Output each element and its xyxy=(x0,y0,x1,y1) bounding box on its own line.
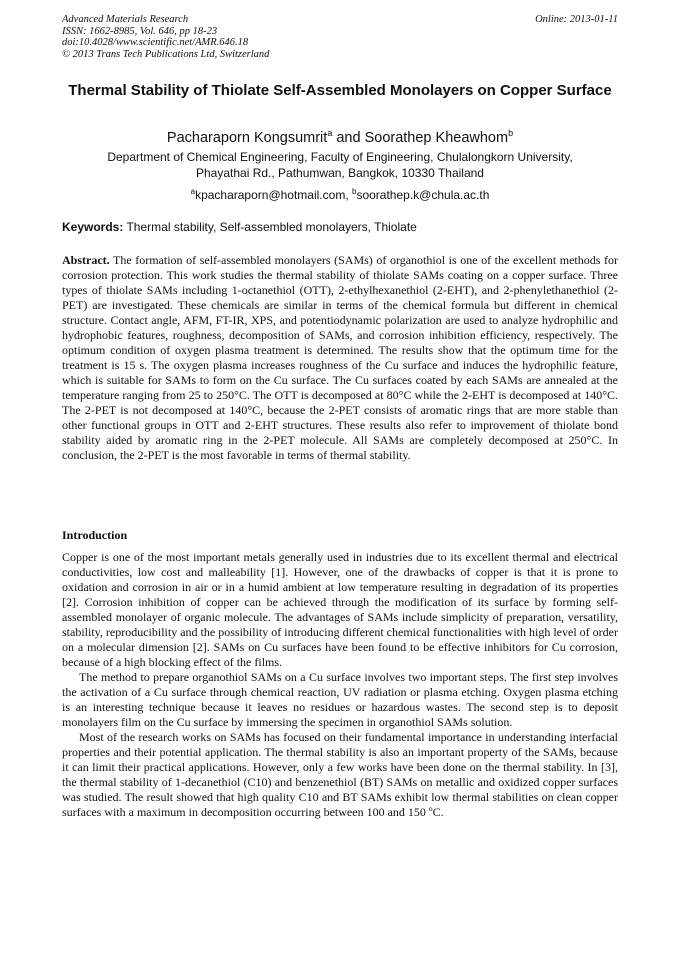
doi-line: doi:10.4028/www.scientific.net/AMR.646.18 xyxy=(62,37,249,48)
paper-title: Thermal Stability of Thiolate Self-Assembled Monolayers on Copper Surface xyxy=(68,82,612,99)
keywords-label: Keywords: xyxy=(62,220,124,234)
email-link[interactable]: soorathep.k@chula.ac.th xyxy=(356,188,490,202)
author-emails xyxy=(62,184,618,203)
affiliation xyxy=(62,150,618,181)
abstract xyxy=(62,253,618,463)
body-paragraph: Copper is one of the most important metals generally used in industries due to its excellent thermal and electrical conductivities, low cost and malleability [1]. However, one of the drawbacks of copper is that it is prone to oxidation and corrosion in air or in a humid ambient at low temperature resulting in degradation of its properties [2]. Corrosion inhibition of copper can be achieved through the modification of its surface by forming self-assembled monolayer of organic molecule. The advantages of SAMs include simplicity of preparation, versatility, stability, reproducibility and the possibility of introducing different chemical functionalities with high level of order on a molecular dimension [2]. SAMs on Cu surfaces have been found to be effective inhibitors for Cu corrosion, because of a high blocking effect of the films. xyxy=(62,550,618,669)
body-paragraph: Most of the research works on SAMs has focused on their fundamental importance in understanding interfacial properties and their potential application. The thermal stability is also an important property of the SAMs, because it can limit their practical applications. However, only a few works have been done on the thermal stability. In [3], the thermal stability of 1-decanethiol (C10) and benzenethiol (BT) SAMs on metallic and oxidized copper surfaces was studied. The result showed that high quality C10 and BT SAMs exhibit low thermal stabilities on clean copper surfaces with a maximum in decomposition occurring between 100 and 150 ºC. xyxy=(62,730,618,819)
author-name: Pacharaporn Kongsumrit xyxy=(166,129,328,146)
abstract-label: Abstract. xyxy=(62,253,110,267)
abstract-text: The formation of self-assembled monolayers (SAMs) of organothiol is one of the excellent methods for corrosion protection. This work studies the thermal stability of thiolate SAMs coating on a copper surface. Three types of thiolate SAMs including 1-octanethiol (OTT), 2-ethylhexanethiol (2-EHT), and 2-phenylethanethiol (2-PET) are investigated. These chemicals are similar in terms of the chemical formula but different in chemical structure. Contact angle, AFM, FT-IR, XPS, and potentiodynamic polarization are used to analyze hydrophilic and hydrophobic features, roughness, decomposition of SAMs, and corrosion inhibition efficiency, respectively. The optimum condition of oxygen plasma treatment is determined. The results show that the optimum time for the treatment is 15 s. The oxygen plasma increases roughness of the Cu surface and induces the hydrophilic feature, which is suitable for SAMs to form on the Cu surface. The Cu surfaces coated by each SAMs are annealed at the temperature ranging from 25 to 250°C. The OTT is decomposed at 80°C while the 2-EHT is decomposed at 140°C. The 2-PET is not decomposed at 140°C, because the 2-PET consists of aromatic rings that are more stable than other functional groups in OTT and 2-EHT structures. These results also refer to improvement of thiolate bond stability aided by aromatic ring in the 2-PET molecule. All SAMs are completely decomposed at 250°C. In conclusion, the 2-PET is the most favorable in terms of thermal stability. xyxy=(62,253,618,462)
email-link[interactable]: kpacharaporn@hotmail.com xyxy=(195,188,346,202)
keywords xyxy=(62,220,618,235)
journal-name: Advanced Materials Research xyxy=(62,14,189,25)
keywords-text: Thermal stability, Self-assembled monolayers, Thiolate xyxy=(123,220,417,234)
issn-line: ISSN: 1662-8985, Vol. 646, pp 18-23 xyxy=(62,25,218,37)
author-affil-mark: a xyxy=(327,128,333,138)
email-separator: , xyxy=(345,188,352,202)
introduction-body xyxy=(62,550,618,820)
affiliation-line: Department of Chemical Engineering, Faculty of Engineering, Chulalongkorn University, xyxy=(107,150,573,164)
section-heading: Introduction xyxy=(62,528,128,542)
affiliation-line: Phayathai Rd., Pathumwan, Bangkok, 10330 Thailand xyxy=(196,165,484,180)
online-date: Online: 2013-01-11 xyxy=(535,14,618,25)
author-conjunction: and xyxy=(332,129,365,146)
author-name: Soorathep Kheawhom xyxy=(364,129,509,146)
copyright-line: © 2013 Trans Tech Publications Ltd, Switzerland xyxy=(62,48,270,60)
email-mark: a xyxy=(190,187,196,196)
publication-header xyxy=(62,14,618,60)
email-mark: b xyxy=(352,187,357,196)
author-list xyxy=(62,124,618,147)
author-affil-mark: b xyxy=(508,128,514,138)
body-paragraph: The method to prepare organothiol SAMs on a Cu surface involves two important steps. The first step involves the activation of a Cu surface through chemical reaction, UV radiation or plasma etching. Oxygen plasma etching is an interesting technique because it leaves no residues or hazardous wastes. The second step is to deposit monolayers film on the Cu surface by immersing the specimen in organothiol SAMs solution. xyxy=(62,670,618,729)
